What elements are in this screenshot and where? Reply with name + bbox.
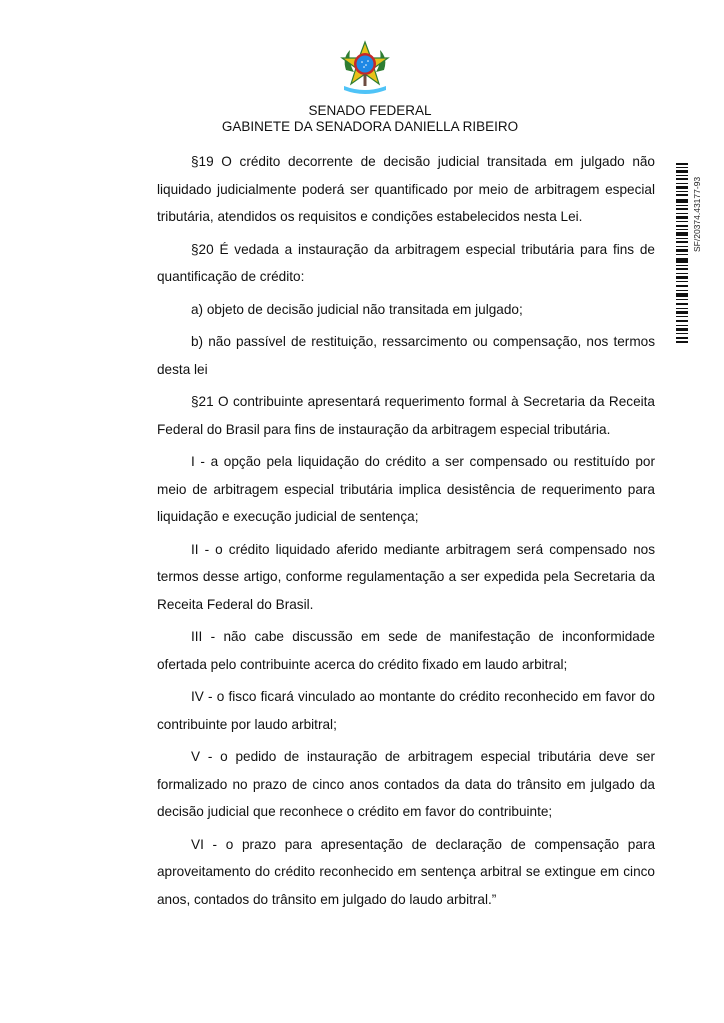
item-ii: II - o crédito liquidado aferido mediante arbitragem será compensado nos termos desse artigo, conforme regulamentação a ser expedida pela Secretaria da Receita Federal do Brasil.: [157, 541, 655, 612]
item-v: V - o pedido de instauração de arbitragem especial tributária deve ser formalizado no prazo de cinco anos contados da data do trânsito em julgado da decisão judicial que reconhece o crédito em favor do contribuinte;: [157, 749, 655, 819]
institution-name: SENADO FEDERAL: [308, 103, 432, 118]
item-b: b) não passível de restituição, ressarcimento ou compensação, nos termos desta lei: [157, 334, 655, 377]
paragraph-19: §19 O crédito decorrente de decisão judicial transitada em julgado não liquidado judicialmente poderá ser quantificado por meio de arbitragem especial tributária, atendidos os requisitos e condições estabelecidos nesta Lei.: [157, 154, 655, 224]
item-i: I - a opção pela liquidação do crédito a ser compensado ou restituído por meio de arbitragem especial tributária implica desistência de requerimento para liquidação e execução judicial de sentença;: [157, 454, 655, 524]
item-a: a) objeto de decisão judicial não transitada em julgado;: [191, 301, 523, 317]
paragraph-20: §20 É vedada a instauração da arbitragem especial tributária para fins de quantificação de crédito:: [157, 241, 655, 284]
item-iv: IV - o fisco ficará vinculado ao montante do crédito reconhecido em favor do contribuinte por laudo arbitral;: [157, 689, 655, 732]
item-vi: VI - o prazo para apresentação de declaração de compensação para aproveitamento do crédito reconhecido em sentença arbitral se extingue em cinco anos, contados do trânsito em julgado do laudo arbitral.”: [157, 836, 655, 907]
paragraph-21: §21 O contribuinte apresentará requerimento formal à Secretaria da Receita Federal do Brasil para fins de instauração da arbitragem especial tributária.: [157, 394, 655, 437]
barcode-code: SF/20374.43177-93: [692, 176, 702, 252]
document-body: [157, 148, 655, 918]
item-iii: III - não cabe discussão em sede de manifestação de inconformidade ofertada pelo contribuinte acerca do crédito fixado em laudo arbitral;: [157, 629, 655, 672]
office-name: GABINETE DA SENADORA DANIELLA RIBEIRO: [221, 119, 519, 134]
barcode-icon: [676, 163, 688, 343]
brazil-coat-of-arms-icon: [338, 40, 392, 96]
